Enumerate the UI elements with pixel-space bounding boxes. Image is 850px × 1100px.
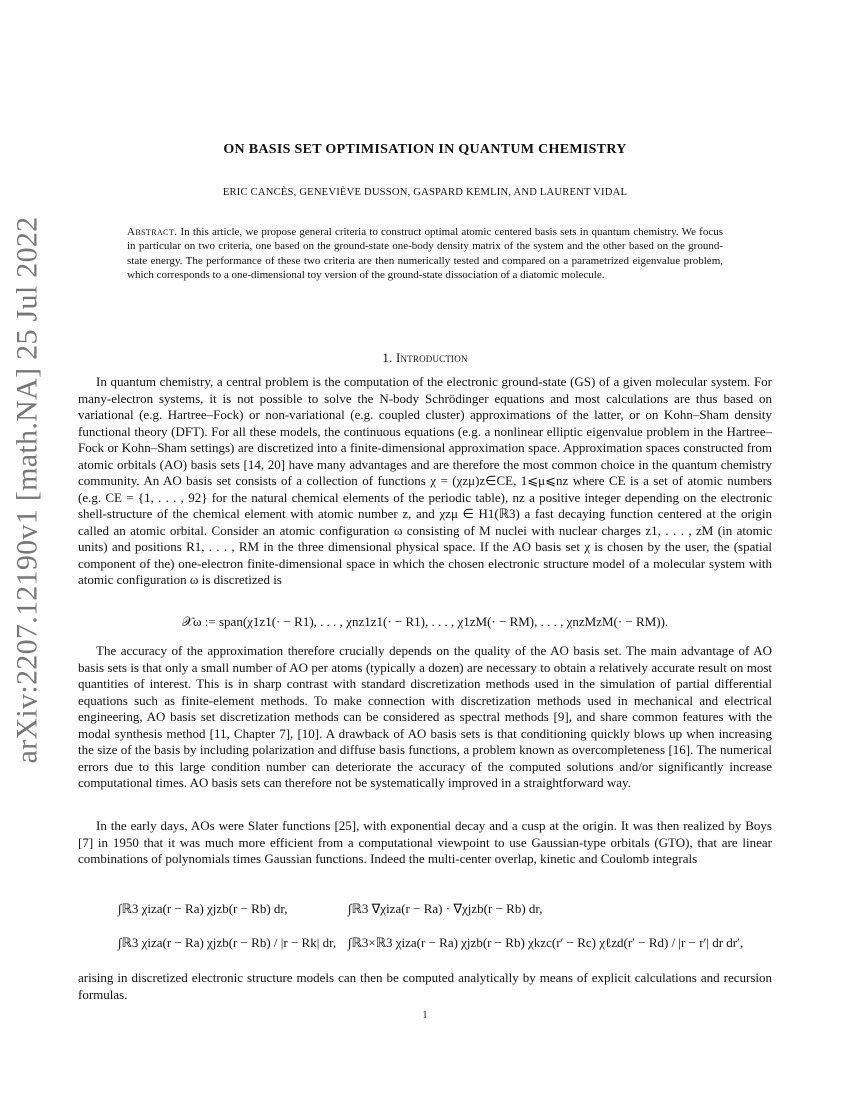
- abstract: [127, 225, 723, 282]
- section-heading: [78, 350, 772, 366]
- display-equation-span: 𝒳ω := span(χ1z1(· − R1), . . . , χnz1z1(· − R1), . . . , χ1zM(· − RM), . . . , χnzMzM(· − RM)).: [181, 614, 669, 629]
- section-number: 1.: [382, 350, 393, 365]
- section-title-text: Introduction: [395, 350, 468, 365]
- integral-nuclear: ∫ℝ3 χiza(r − Ra) χjzb(r − Rb) / |r − Rk| dr,: [118, 935, 337, 950]
- paper-title: ON BASIS SET OPTIMISATION IN QUANTUM CHEMISTRY: [223, 142, 627, 157]
- intro-paragraph-3: In the early days, AOs were Slater functions [25], with exponential decay and a cusp at the origin. It was then realized by Boys [7] in 1950 that it was much more efficient from a computational viewpoint to use Gaussian-type orbitals (GTO), that are linear combinations of polynomials times Gaussian functions. Indeed the multi-center overlap, kinetic and Coulomb integrals: [78, 818, 772, 866]
- abstract-text: In this article, we propose general criteria to construct optimal atomic centered basis sets in quantum chemistry. We focus in particular on two criteria, one based on the ground-state one-body density matrix of the system and the other based on the ground-state energy. The performance of these two criteria are then numerically tested and compared on a parametrized eigenvalue problem, which corresponds to a one-dimensional toy version of the ground-state dissociation of a diatomic molecule.: [127, 226, 724, 281]
- arxiv-identifier-stamp: [6, 216, 48, 764]
- integral-overlap: ∫ℝ3 χiza(r − Ra) χjzb(r − Rb) dr,: [118, 901, 288, 916]
- arxiv-identifier-text: arXiv:2207.12190v1 [math.NA] 25 Jul 2022: [10, 216, 44, 764]
- intro-paragraph-1: In quantum chemistry, a central problem is the computation of the electronic ground-state (GS) of a given molecular system. For many-electron systems, it is not possible to solve the N-body Schrödinger equations and most calculations are thus based on variational (e.g. Hartree–Fock) or non-variational (e.g. coupled cluster) approximations of the latter, or on Kohn–Sham density functional theory (DFT). For all these models, the continuous equations (e.g. a nonlinear elliptic eigenvalue problem in the Hartree–Fock or Kohn–Sham settings) are discretized into a finite-dimensional approximation space. Approximation spaces constructed from atomic orbitals (AO) basis sets [14, 20] have many advantages and are therefore the most common choice in the quantum chemistry community. An AO basis set consists of a collection of functions χ = (χzμ)z∈CE, 1⩽μ⩽nz where CE is a set of atomic numbers (e.g. CE = {1, . . . , 92} for the natural chemical elements of the periodic table), nz a positive integer depending on the electronic shell-structure of the chemical element with atomic number z, and χzμ ∈ H1(ℝ3) a fast decaying function centered at the origin called an atomic orbital. Consider an atomic configuration ω consisting of M nuclei with nuclear charges z1, . . . , zM (in atomic units) and positions R1, . . . , RM in the three dimensional physical space. If the AO basis set χ is chosen by the user, the (spatial component of the) one-electron finite-dimensional space in which the chosen electronic structure model of a molecular system with atomic configuration ω is discretized is: [78, 374, 772, 587]
- intro-paragraph-4: arising in discretized electronic structure models can then be computed analytically by means of explicit calculations and recursion formulas.: [78, 970, 772, 1002]
- display-equation-integrals: [118, 893, 758, 965]
- integral-kinetic: ∫ℝ3 ∇χiza(r − Ra) · ∇χjzb(r − Rb) dr,: [348, 901, 543, 916]
- author-list: ERIC CANCÈS, GENEVIÈVE DUSSON, GASPARD KEMLIN, AND LAURENT VIDAL: [222, 187, 628, 198]
- integral-electron-repulsion: ∫ℝ3×ℝ3 χiza(r − Ra) χjzb(r − Rb) χkzc(r′ − Rc) χℓzd(r′ − Rd) / |r − r′| dr dr′,: [348, 935, 744, 950]
- abstract-label: Abstract.: [127, 226, 178, 238]
- page-number: 1: [422, 1010, 428, 1021]
- intro-paragraph-2: The accuracy of the approximation therefore crucially depends on the quality of the AO basis set. The main advantage of AO basis sets is that only a small number of AO per atoms (typically a dozen) are necessary to obtain a relatively accurate result on most quantities of interest. This is in sharp contrast with standard discretization methods used in the simulation of partial differential equations such as finite-element methods. To make connection with discretization methods used in mechanical and electrical engineering, AO basis set discretization methods can be considered as spectral methods [9], and share common features with the modal synthesis method [11, Chapter 7], [10]. A drawback of AO basis sets is that conditioning quickly blows up when increasing the size of the basis by including polarization and diffuse basis functions, a problem known as overcompleteness [16]. The numerical errors due to this large condition number can deteriorate the accuracy of the computed solutions and/or significantly increase computational times. AO basis sets can therefore not be systematically improved in a straightforward way.: [78, 643, 772, 790]
